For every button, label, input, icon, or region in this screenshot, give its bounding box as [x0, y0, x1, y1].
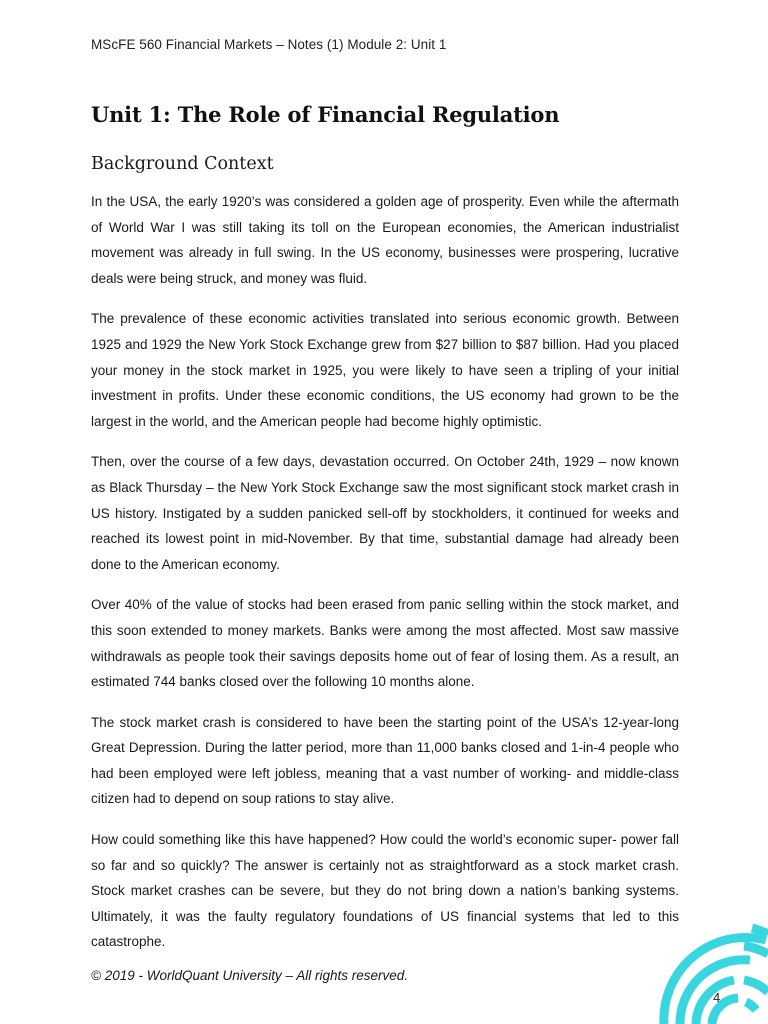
paragraph-1: In the USA, the early 1920’s was considered a golden age of prosperity. Even while the aftermath of World War I was still taking its toll on the European economies, the American industrialist movement was already in full swing. In the US economy, businesses were prospering, lucrative deals were being struck, and money was fluid.: [91, 194, 679, 286]
footer-copyright: © 2019 - WorldQuant University – All rights reserved.: [91, 968, 409, 983]
concentric-arcs-logo-icon: [640, 910, 768, 1024]
logo-arc-core-b: [746, 1002, 756, 1010]
logo-arc-outer-right: [752, 928, 768, 934]
body-text: [91, 189, 679, 970]
section-heading: Background Context: [91, 154, 274, 174]
paragraph-3: Then, over the course of a few days, devastation occurred. On October 24th, 1929 – now known as Black Thursday – the New York Stock Exchange saw the most significant stock market crash in US history. Instigated by a sudden panicked sell-off by stockholders, it continued for weeks and reached its lowest point in mid-November. By that time, substantial damage had already been done to the American economy.: [91, 454, 679, 572]
paragraph-4: Over 40% of the value of stocks had been erased from panic selling within the stock market, and this soon extended to money markets. Banks were among the most affected. Most saw massive withdrawals as people took their savings deposits home out of fear of losing them. As a result, an estimated 744 banks closed over the following 10 months alone.: [91, 597, 679, 690]
paragraph-5: The stock market crash is considered to have been the starting point of the USA’s 12-year-long Great Depression. During the latter period, more than 11,000 banks closed and 1-in-4 people who had been employed were left jobless, meaning that a vast number of working- and middle-class citizen had to depend on soup rations to stay alive.: [91, 714, 679, 807]
paragraph-2: The prevalence of these economic activities translated into serious economic growth. Between 1925 and 1929 the New York Stock Exchange grew from $27 billion to $87 billion. Had you placed your money in the stock market in 1925, you were likely to have seen a tripling of your initial investment in profits. Under these economic conditions, the US economy had grown to be the largest in the world, and the American people had become highly optimistic.: [91, 311, 679, 429]
logo-arc-inner-b: [744, 980, 768, 992]
page-number: 4: [713, 990, 721, 1005]
paragraph-6: How could something like this have happened? How could the world’s economic super- power fall so far and so quickly? The answer is certainly not as straightforward as a stock market crash. Stock market crashes can be severe, but they do not bring down a nation’s banking systems. Ultimately, it was the faulty regulatory foundations of US financial systems that led to this catastrophe.: [91, 832, 679, 950]
page-title: Unit 1: The Role of Financial Regulation: [91, 102, 560, 127]
logo-arc-middle-b: [744, 946, 768, 954]
running-header: MScFE 560 Financial Markets – Notes (1) Module 2: Unit 1: [91, 37, 447, 52]
